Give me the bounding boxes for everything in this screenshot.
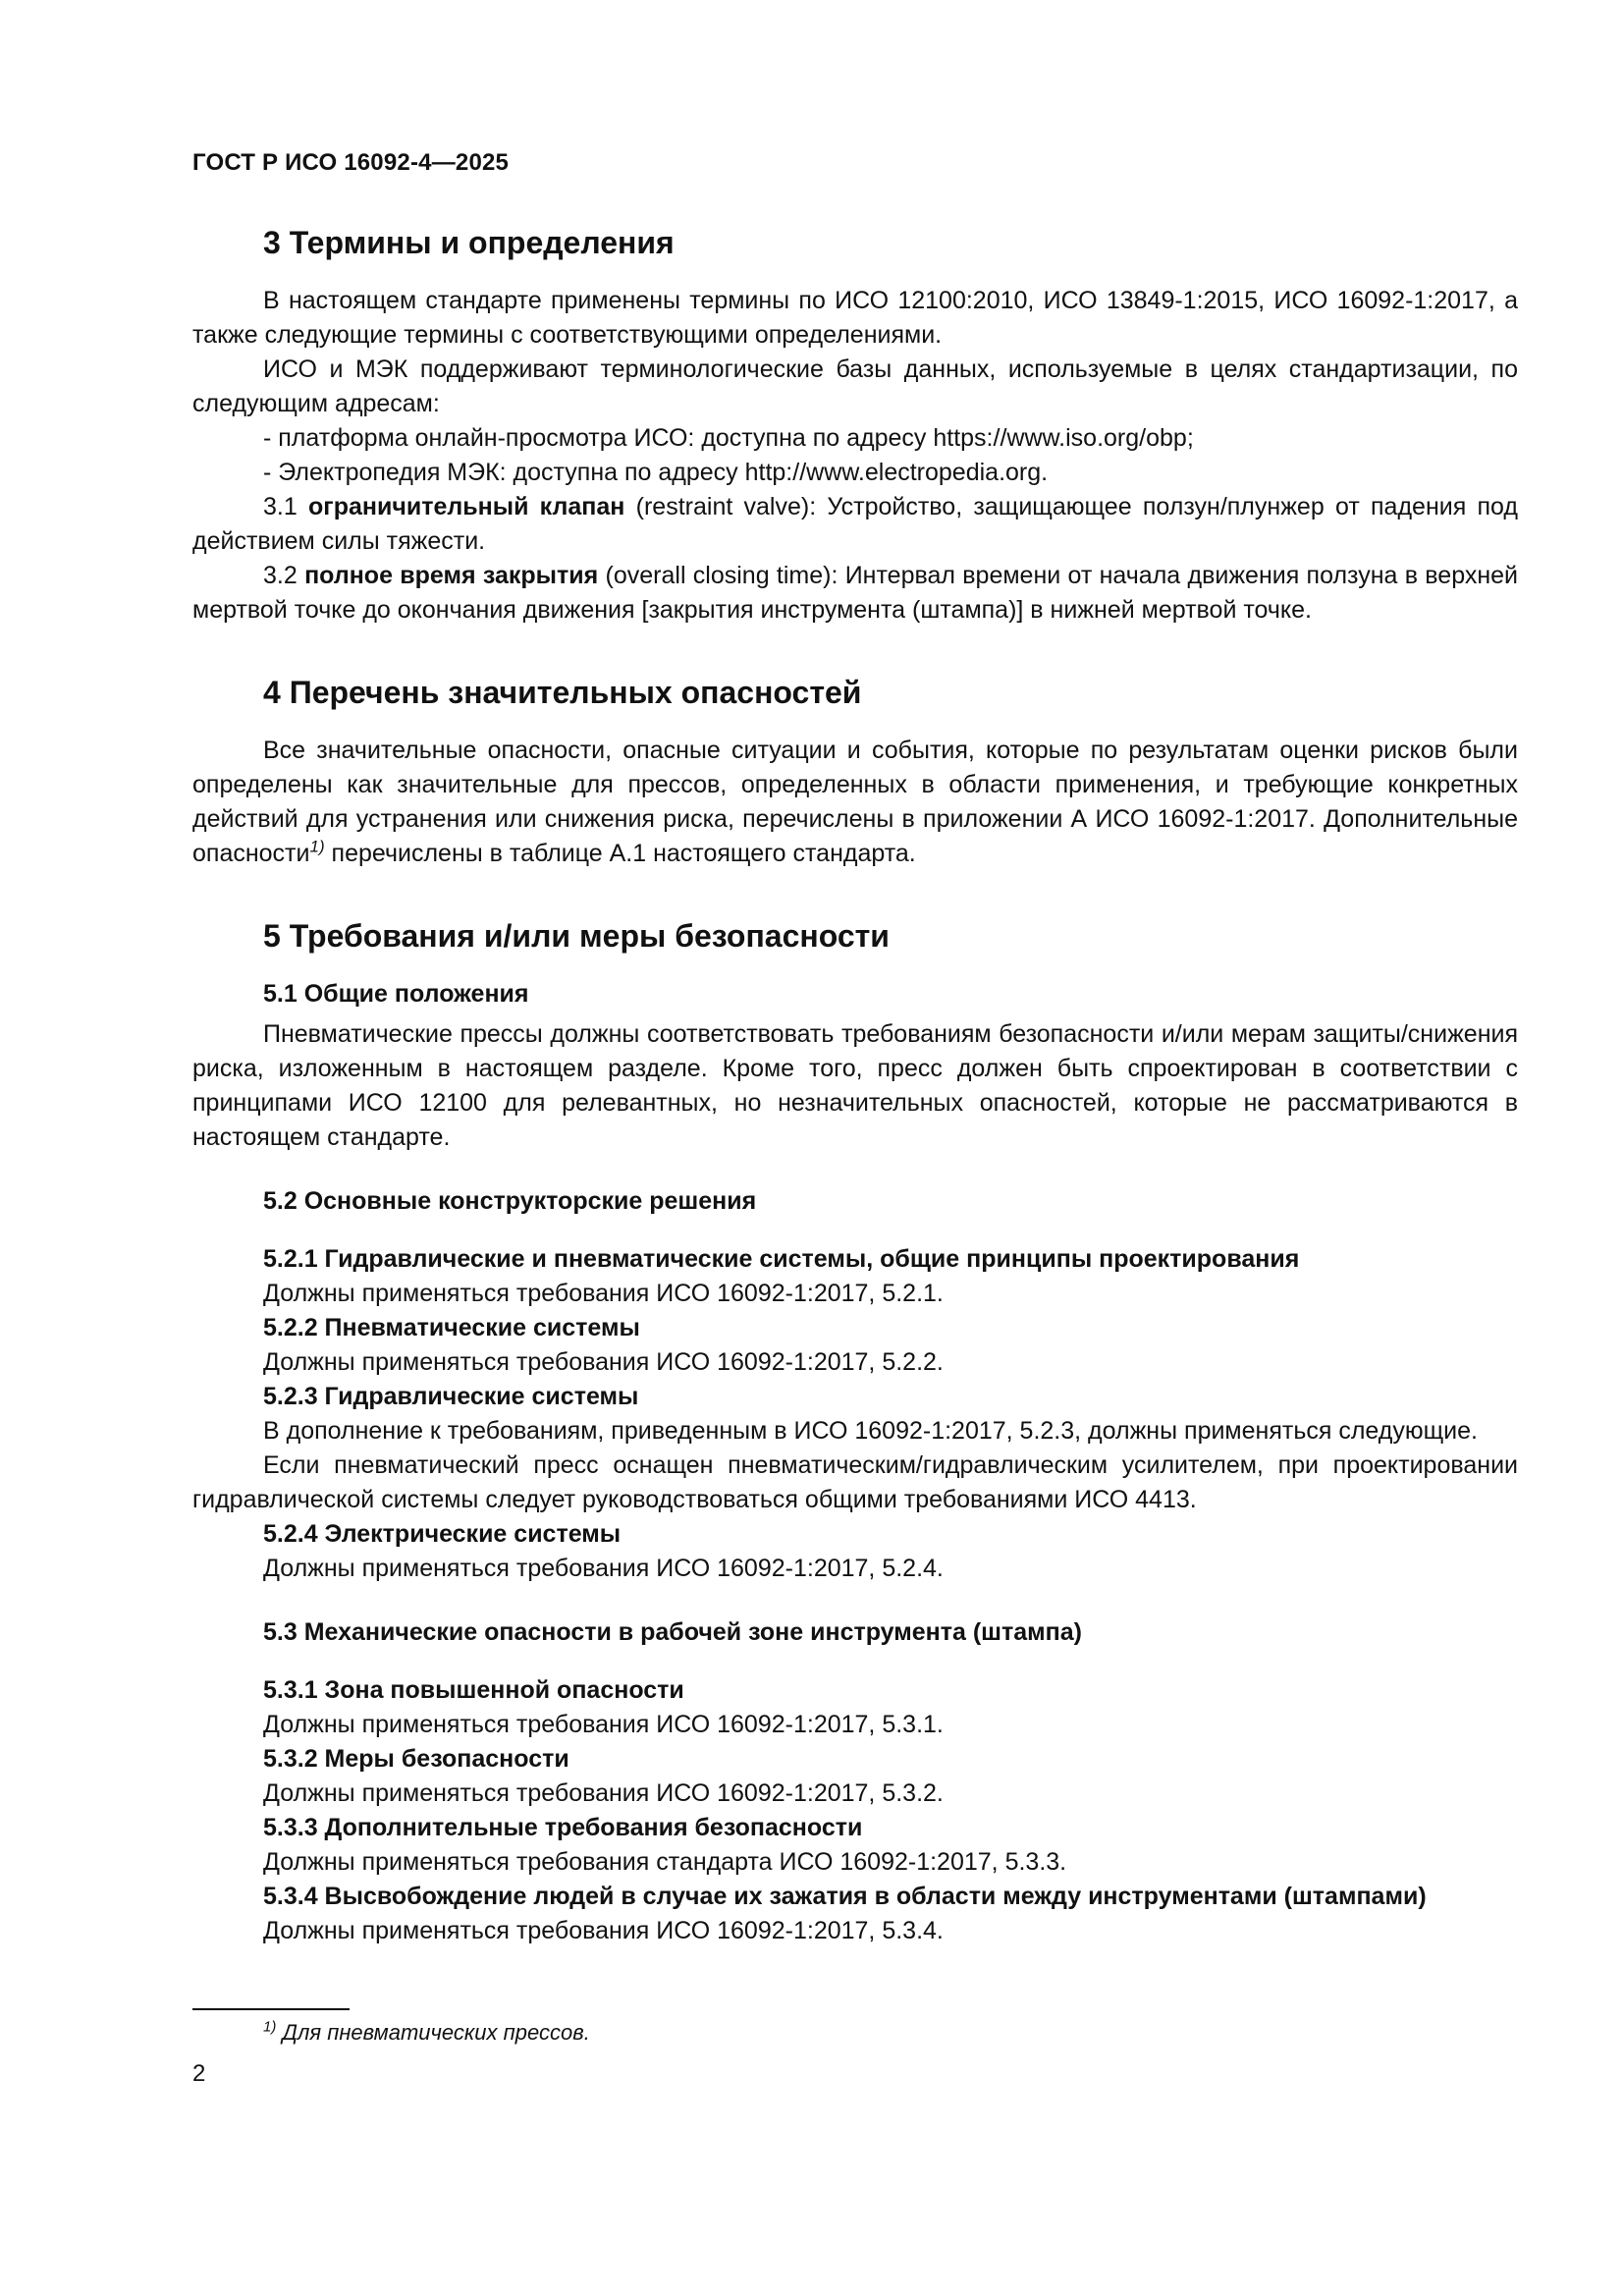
page-number: 2: [192, 2060, 206, 2087]
term-definition: (overall closing time): Интервал времени от начала движения ползуна в верхней мертвой точке до окончания движения [закрытия инструмента (штампа)] в нижней мертвой точке.: [192, 562, 1519, 624]
clause-5-3-1-title: 5.3.1 Зона повышенной опасности: [263, 1676, 684, 1704]
footnote: [263, 2020, 590, 2046]
spacer: [192, 628, 1518, 671]
footnote-reference: 1): [309, 837, 325, 856]
clause-5-2-3-text-1: В дополнение к требованиям, приведенным в ИСО 16092-1:2017, 5.2.3, должны применяться следующие.: [263, 1417, 1478, 1445]
section-4-paragraph: [192, 734, 1518, 871]
section-5-title: 5 Требования и/или меры безопасности: [263, 918, 890, 954]
section-3-paragraph-2: ИСО и МЭК поддерживают терминологические базы данных, используемые в целях стандартизации, по следующим адресам:: [192, 355, 1518, 417]
footnote-divider: [192, 2008, 350, 2010]
clause-5-3-3-title: 5.3.3 Дополнительные требования безопасности: [263, 1814, 863, 1841]
page-content: [192, 221, 1518, 1948]
clause-5-3-2-text: Должны применяться требования ИСО 16092-1:2017, 5.3.2.: [263, 1779, 944, 1807]
spacer: [192, 1225, 1518, 1242]
footnote-text: Для пневматических прессов.: [276, 2020, 590, 2045]
paragraph-text: перечислены в таблице А.1 настоящего стандарта.: [324, 840, 916, 867]
term-3-2: [192, 559, 1518, 628]
subsection-5-2-title: 5.2 Основные конструкторские решения: [263, 1187, 757, 1215]
term-number: 3.1: [263, 493, 298, 520]
clause-5-2-1-text: Должны применяться требования ИСО 16092-1:2017, 5.2.1.: [263, 1280, 944, 1307]
clause-5-2-4-text: Должны применяться требования ИСО 16092-1:2017, 5.2.4.: [263, 1555, 944, 1582]
section-4-title: 4 Перечень значительных опасностей: [263, 675, 862, 710]
clause-5-2-2-title: 5.2.2 Пневматические системы: [263, 1314, 640, 1341]
clause-5-3-3-text: Должны применяться требования стандарта ИСО 16092-1:2017, 5.3.3.: [263, 1848, 1067, 1876]
clause-5-3-4-text: Должны применяться требования ИСО 16092-1:2017, 5.3.4.: [263, 1917, 944, 1944]
clause-5-2-2-text: Должны применяться требования ИСО 16092-1:2017, 5.2.2.: [263, 1348, 944, 1376]
section-3-paragraph-1: В настоящем стандарте применены термины по ИСО 12100:2010, ИСО 13849-1:2015, ИСО 16092-1:2017, а также следующие термины с соответствующими определениями.: [192, 287, 1518, 349]
clause-5-2-1-title: 5.2.1 Гидравлические и пневматические системы, общие принципы проектирования: [263, 1245, 1300, 1273]
section-3-title: 3 Термины и определения: [263, 225, 675, 260]
footnote-mark: 1): [263, 2018, 277, 2036]
paragraph-text: Все значительные опасности, опасные ситуации и события, которые по результатам оценки рисков были определены как значительные для прессов, определенных в области применения, и требующие конкретных действий для устранения или снижения риска, перечислены в приложении А ИСО 16092-1:2017. Дополнительные опасности: [192, 737, 1518, 867]
spacer: [192, 1155, 1518, 1184]
term-name: полное время закрытия: [304, 562, 599, 589]
term-3-1: [192, 490, 1518, 559]
section-3-list-item-2: - Электропедия МЭК: доступна по адресу http://www.electropedia.org.: [263, 459, 1049, 486]
document-code-header: ГОСТ Р ИСО 16092-4—2025: [192, 149, 510, 176]
subsection-5-3-title: 5.3 Механические опасности в рабочей зоне инструмента (штампа): [263, 1618, 1082, 1646]
subsection-5-1-paragraph: Пневматические прессы должны соответствовать требованиям безопасности и/или мерам защиты/снижения риска, изложенным в настоящем разделе. Кроме того, пресс должен быть спроектирован в соответствии с принципами ИСО 12100 для релевантных, но незначительных опасностей, которые не рассматриваются в настоящем стандарте.: [192, 1020, 1518, 1151]
spacer: [192, 1656, 1518, 1673]
term-name: ограничительный клапан: [308, 493, 625, 520]
clause-5-3-4-title: 5.3.4 Высвобождение людей в случае их зажатия в области между инструментами (штампами): [263, 1883, 1427, 1910]
spacer: [192, 1586, 1518, 1615]
clause-5-2-4-title: 5.2.4 Электрические системы: [263, 1520, 622, 1548]
term-number: 3.2: [263, 562, 298, 589]
clause-5-2-3-title: 5.2.3 Гидравлические системы: [263, 1383, 639, 1410]
section-3-list-item-1: - платформа онлайн-просмотра ИСО: доступна по адресу https://www.iso.org/obp;: [263, 424, 1194, 452]
clause-5-2-3-text-2: Если пневматический пресс оснащен пневматическим/гидравлическим усилителем, при проектировании гидравлической системы следует руководствоваться общими требованиями ИСО 4413.: [192, 1451, 1518, 1513]
term-definition: (restraint valve): Устройство, защищающее ползун/плунжер от падения под действием силы тяжести.: [192, 493, 1518, 555]
clause-5-3-2-title: 5.3.2 Меры безопасности: [263, 1745, 569, 1773]
spacer: [192, 871, 1518, 914]
clause-5-3-1-text: Должны применяться требования ИСО 16092-1:2017, 5.3.1.: [263, 1711, 944, 1738]
subsection-5-1-title: 5.1 Общие положения: [263, 980, 529, 1008]
